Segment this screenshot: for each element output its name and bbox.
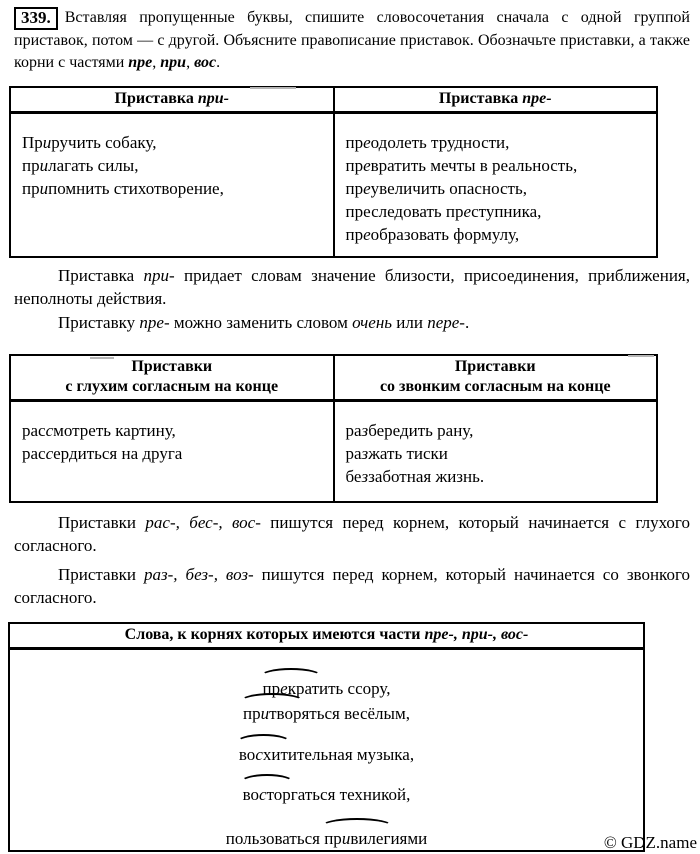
prefix-term: рас-, бес-, вос- bbox=[145, 512, 261, 532]
word-part: во bbox=[238, 744, 256, 764]
word-part: пр bbox=[324, 828, 342, 848]
replacement-word: пере- bbox=[427, 313, 465, 332]
text-segment: или bbox=[392, 313, 428, 332]
inserted-letter: с bbox=[259, 784, 267, 804]
inserted-letter: е bbox=[363, 156, 371, 175]
table-roots bbox=[8, 622, 645, 852]
header-label: Приставка bbox=[438, 90, 523, 107]
table-body-row bbox=[10, 113, 657, 258]
header-line: Приставки bbox=[454, 358, 536, 375]
scan-artifact bbox=[90, 357, 114, 359]
task-separator: , bbox=[152, 54, 161, 71]
rule-paragraph-pri bbox=[14, 264, 690, 310]
word-part: пр bbox=[345, 225, 364, 244]
text-segment: . bbox=[464, 313, 470, 332]
word-part: гаться техникой, bbox=[290, 784, 411, 804]
word-part: рас bbox=[22, 444, 46, 463]
text-segment: придает словам значение близости, присоединения, приближения, неполноты действия. bbox=[14, 266, 690, 308]
prefix-term: раз-, без-, воз- bbox=[143, 564, 254, 584]
word-part: ердиться на друга bbox=[53, 444, 183, 463]
cell-root-words bbox=[9, 648, 644, 851]
task-emphasis-pri: при bbox=[160, 54, 187, 71]
header-label: Слова, к корнях которых имеются части bbox=[124, 625, 425, 643]
header-line: со звонким согласным на конце bbox=[379, 378, 611, 395]
text-segment: Приставки bbox=[58, 512, 146, 532]
cell-voiceless-words bbox=[10, 401, 334, 502]
word-part: лагать силы, bbox=[48, 156, 139, 175]
task-statement bbox=[14, 7, 690, 74]
replacement-word: очень bbox=[352, 313, 393, 332]
header-prefix: пре- bbox=[522, 90, 552, 107]
word-part: мотреть картину, bbox=[53, 421, 176, 440]
inserted-letter: е bbox=[363, 179, 371, 198]
rule-paragraph-voiceless bbox=[14, 511, 690, 557]
word-part: ручить собаку, bbox=[51, 133, 157, 152]
header-voiced bbox=[334, 355, 658, 401]
phrase bbox=[22, 177, 325, 200]
inserted-letter: с bbox=[255, 744, 263, 764]
inserted-letter: е bbox=[463, 202, 472, 221]
word-part: хит bbox=[262, 744, 288, 764]
phrase bbox=[346, 200, 649, 223]
phrase bbox=[22, 419, 325, 442]
word-part: заботная жизнь. bbox=[368, 467, 485, 486]
table-pri-pre bbox=[9, 86, 658, 258]
phrase bbox=[22, 154, 325, 177]
word-part: пр bbox=[243, 703, 261, 723]
table-header-row bbox=[10, 87, 657, 113]
text-segment: Приставку bbox=[58, 313, 140, 332]
header-prefixes: пре-, при-, вос- bbox=[424, 625, 529, 643]
inserted-letter: и bbox=[260, 703, 270, 723]
cell-pri-words bbox=[10, 113, 334, 258]
word-part: преследовать пр bbox=[345, 202, 464, 221]
word-part: бередить рану, bbox=[368, 421, 474, 440]
header-voiceless bbox=[10, 355, 334, 401]
header-line: с глухим согласным на конце bbox=[65, 378, 279, 395]
word-part: ра bbox=[345, 444, 362, 463]
word-part: бе bbox=[345, 467, 362, 486]
inserted-letter: и bbox=[39, 156, 49, 175]
rule-paragraph-pre bbox=[14, 311, 690, 334]
header-line: Приставки bbox=[131, 358, 213, 375]
root-word-line bbox=[10, 783, 643, 806]
word-part: рас bbox=[22, 421, 46, 440]
text-segment: Приставка bbox=[58, 266, 144, 285]
inserted-letter: е bbox=[363, 225, 371, 244]
task-text: Вставляя пропущенные буквы, спишите словосочетания сначала с одной группой приставок, потом — с другой. Объясните правописание приставок. Обозначьте приставки, а также корни с частями bbox=[14, 9, 690, 71]
phrase bbox=[346, 223, 649, 246]
root-word-line bbox=[10, 827, 643, 850]
inserted-letter: с bbox=[45, 421, 54, 440]
phrase bbox=[346, 442, 649, 465]
word-part: вилег bbox=[350, 828, 391, 848]
root-arc bbox=[243, 702, 301, 725]
word-part: одолеть трудности, bbox=[370, 133, 510, 152]
rule-paragraph-voiced bbox=[14, 563, 690, 609]
prefix-term: при- bbox=[143, 266, 175, 285]
inserted-letter: и bbox=[341, 828, 351, 848]
word-part: яться весёлым, bbox=[301, 703, 410, 723]
prefix-term: пре- bbox=[139, 313, 170, 332]
cell-voiced-words bbox=[334, 401, 658, 502]
scan-artifact bbox=[250, 87, 296, 89]
table-body-row bbox=[9, 648, 644, 851]
gdz-watermark: © GDZ.name bbox=[603, 833, 697, 852]
root-arc bbox=[324, 827, 390, 850]
word-part: крат bbox=[287, 678, 319, 698]
inserted-letter: с bbox=[45, 444, 54, 463]
word-part: жать тиски bbox=[368, 444, 448, 463]
inserted-letter: и bbox=[42, 133, 52, 152]
root-arc bbox=[243, 783, 291, 806]
text-segment: можно заменить словом bbox=[169, 313, 353, 332]
root-arc bbox=[239, 743, 288, 766]
task-emphasis-pre: пре bbox=[128, 54, 153, 71]
word-part: ительная музыка, bbox=[287, 744, 415, 764]
table-body-row bbox=[10, 401, 657, 502]
table-header-row bbox=[10, 355, 657, 401]
phrase bbox=[346, 465, 649, 488]
phrase bbox=[346, 131, 649, 154]
word-part: вратить мечты в реальность, bbox=[370, 156, 578, 175]
inserted-letter: е bbox=[363, 133, 371, 152]
word-part: Пр bbox=[22, 133, 43, 152]
task-separator: , bbox=[186, 54, 195, 71]
phrase bbox=[346, 419, 649, 442]
inserted-letter: и bbox=[39, 179, 49, 198]
word-part: пр bbox=[345, 133, 364, 152]
word-part: помнить стихотворение, bbox=[48, 179, 224, 198]
cell-pre-words bbox=[334, 113, 658, 258]
word-part: пр bbox=[22, 156, 40, 175]
phrase bbox=[346, 154, 649, 177]
word-part: ра bbox=[345, 421, 362, 440]
scan-artifact bbox=[628, 355, 654, 357]
word-part: пр bbox=[345, 156, 364, 175]
phrase bbox=[346, 177, 649, 200]
header-label: Приставка bbox=[114, 90, 198, 107]
table-voiced-voiceless bbox=[9, 354, 658, 503]
word-part: образовать формулу, bbox=[370, 225, 520, 244]
header-pristavka-pri bbox=[10, 87, 334, 113]
word-part: пользоваться bbox=[225, 828, 325, 848]
text-segment: Приставки bbox=[58, 564, 144, 584]
word-part: пр bbox=[22, 179, 40, 198]
textbook-page bbox=[0, 7, 700, 854]
inserted-letter: з bbox=[361, 467, 369, 486]
root-word-line bbox=[10, 702, 643, 725]
word-part: тор bbox=[266, 784, 291, 804]
word-part: пр bbox=[345, 179, 364, 198]
phrase bbox=[22, 442, 325, 465]
word-part: ступника, bbox=[471, 202, 542, 221]
phrase bbox=[22, 131, 325, 154]
task-number-box: 339. bbox=[14, 7, 58, 30]
text-segment: пишутся перед корнем, который начинается со звонкого согласного. bbox=[14, 564, 690, 607]
root-word-line bbox=[10, 743, 643, 766]
word-part: твор bbox=[269, 703, 302, 723]
header-roots bbox=[9, 623, 644, 649]
word-part: увеличить опасность, bbox=[370, 179, 527, 198]
table-header-row bbox=[9, 623, 644, 649]
word-part: во bbox=[242, 784, 260, 804]
header-prefix: при- bbox=[197, 90, 229, 107]
word-part: пр bbox=[262, 678, 281, 698]
text-segment: пишутся перед корнем, который начинается с глухого согласного. bbox=[14, 512, 690, 555]
root-word-line bbox=[10, 677, 643, 700]
header-pristavka-pre bbox=[334, 87, 658, 113]
task-period: . bbox=[216, 54, 221, 71]
inserted-letter: з bbox=[361, 421, 369, 440]
word-part: иями bbox=[390, 828, 428, 848]
task-emphasis-vos: вос bbox=[194, 54, 217, 71]
inserted-letter: з bbox=[361, 444, 369, 463]
word-part: ить ссору, bbox=[319, 678, 391, 698]
inserted-letter: е bbox=[280, 678, 288, 698]
